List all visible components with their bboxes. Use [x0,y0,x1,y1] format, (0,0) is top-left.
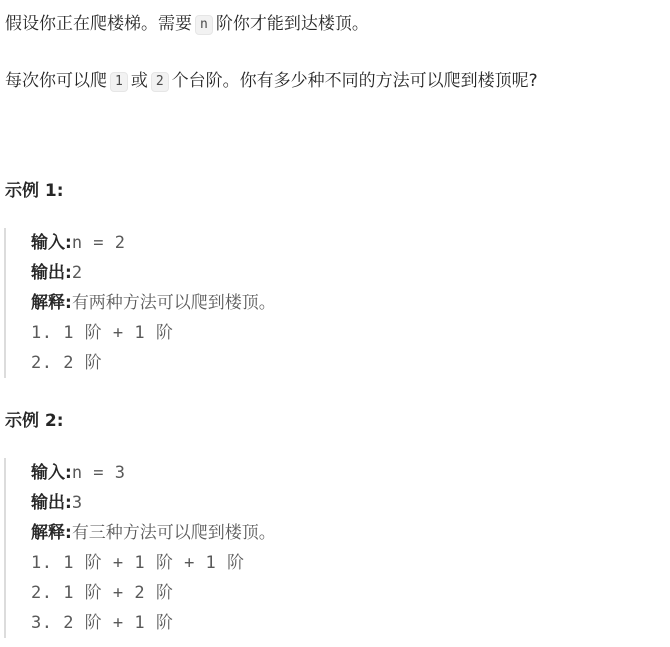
description-text: 每次你可以爬 [5,71,107,91]
input-label: 输入: [31,463,72,483]
example-step: 3. 2 阶 + 1 阶 [31,613,174,633]
example-step: 1. 1 阶 + 1 阶 [31,323,174,343]
output-label: 输出: [31,493,72,513]
example-step: 1. 1 阶 + 1 阶 + 1 阶 [31,553,245,573]
description-line-1 [5,12,369,36]
explain-label: 解释: [31,523,72,543]
example-2-block [4,458,644,638]
explain-text: 有两种方法可以爬到楼顶。 [71,293,276,313]
example-input-line [31,228,644,258]
example-output-line [31,488,644,518]
input-value: n = 2 [71,233,126,253]
example-input-line [31,458,644,488]
output-value: 3 [71,493,83,513]
description-text: 阶你才能到达楼顶。 [215,14,369,34]
example-output-line [31,258,644,288]
output-value: 2 [71,263,83,283]
example-step: 2. 1 阶 + 2 阶 [31,583,174,603]
explain-text: 有三种方法可以爬到楼顶。 [71,523,276,543]
inline-code-n: n [195,15,213,35]
example-1-title: 示例 1: [5,181,64,201]
input-value: n = 3 [71,463,126,483]
description-text: 假设你正在爬楼梯。需要 [5,14,192,34]
inline-code-2: 2 [151,72,169,92]
example-step: 2. 2 阶 [31,353,103,373]
example-2-title: 示例 2: [5,411,64,431]
inline-code-1: 1 [110,72,128,92]
description-line-2 [5,69,538,93]
input-label: 输入: [31,233,72,253]
example-explain-line [31,288,644,318]
explain-label: 解释: [31,293,72,313]
example-1-block [4,228,644,378]
example-explain-line [31,518,644,548]
description-text: 或 [130,71,148,91]
description-text: 个台阶。你有多少种不同的方法可以爬到楼顶呢? [171,71,538,91]
output-label: 输出: [31,263,72,283]
